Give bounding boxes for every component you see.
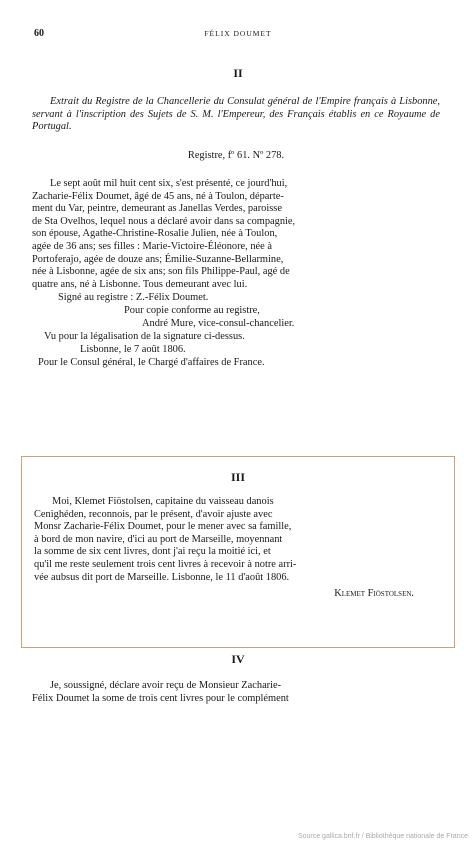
body-line: quatre ans, né à Lisbonne. Tous demeurant avec lui. bbox=[32, 278, 248, 290]
body-line: Le sept août mil huit cent six, s'est présenté, ce jourd'hui, bbox=[50, 178, 288, 189]
signe-line: Signé au registre : Z.-Félix Doumet. bbox=[58, 292, 209, 303]
registre-line: Registre, fº 61. Nº 278. bbox=[187, 150, 285, 161]
klemet-signature: Klemet Fiöstolsen. bbox=[334, 588, 414, 599]
body-line: Je, soussigné, déclare avoir reçu de Monsieur Zacharie- bbox=[50, 680, 282, 691]
section-iv-body bbox=[32, 680, 440, 705]
running-head: FÉLIX DOUMET bbox=[204, 29, 272, 38]
body-line: la somme de six cent livres, dont j'ai reçu la moitié ici, et bbox=[34, 546, 271, 558]
vu-line: Vu pour la légalisation de la signature ci-dessus. bbox=[44, 331, 245, 342]
body-line: Cenighéden, reconnois, par le présent, d'avoir ajuste avec bbox=[34, 508, 273, 520]
lisbonne-date: Lisbonne, le 7 août 1806. bbox=[80, 344, 186, 355]
section-iii-body bbox=[34, 496, 442, 584]
copie-line: Pour copie conforme au registre, bbox=[124, 305, 260, 316]
andre-line: André Mure, vice-consul-chancelier. bbox=[142, 318, 295, 329]
consul-line: Pour le Consul général, le Chargé d'affaires de France. bbox=[38, 357, 265, 368]
body-line: à bord de mon navire, d'ici au port de Marseille, moyennant bbox=[34, 533, 283, 545]
page-number: 60 bbox=[34, 28, 44, 39]
body-line: Moi, Klemet Fiöstolsen, capitaine du vaisseau danois bbox=[52, 496, 274, 507]
page-header bbox=[34, 28, 442, 42]
body-line: ment du Var, peintre, demeurant as Janellas Verdes, paroisse bbox=[32, 203, 282, 215]
body-line: qu'il me reste seulement trois cent livres à recevoir à notre arri- bbox=[34, 558, 297, 570]
body-line: Portoferajo, agée de douze ans; Émilie-Suzanne-Bellarmine, bbox=[32, 253, 284, 265]
section-ii-body bbox=[32, 178, 440, 291]
body-line: agée de 36 ans; ses filles : Marie-Victoire-Éléonore, née à bbox=[32, 240, 272, 252]
body-line: de Sta Ovelhos, lequel nous a déclaré avoir dans sa compagnie, bbox=[32, 215, 296, 227]
source-footer: Source gallica.bnf.fr / Bibliothèque nationale de France bbox=[297, 833, 468, 840]
section-iv-heading: IV bbox=[231, 652, 245, 666]
body-line: Monsr Zacharie-Félix Doumet, pour le mener avec sa famille, bbox=[34, 521, 292, 533]
body-line: Félix Doumet la some de trois cent livres pour le complément bbox=[32, 692, 289, 704]
section-ii-title: Extrait du Registre de la Chancellerie du Consulat général de l'Empire français à Lisbonne, servant à l'inscription des Sujets de S. M. l'Empereur, des Français établis en ce Royaume de Portugal. bbox=[32, 96, 440, 133]
body-line: Zacharie-Félix Doumet, âgé de 45 ans, né à Toulon, départe- bbox=[32, 190, 284, 202]
body-line: vée aubsus dit port de Marseille. Lisbonne, le 11 d'août 1806. bbox=[34, 571, 290, 583]
section-iii-heading: III bbox=[230, 470, 245, 484]
section-ii-heading: II bbox=[233, 66, 243, 80]
body-line: son épouse, Agathe-Christine-Rosalie Julien, née à Toulon, bbox=[32, 228, 278, 240]
body-line: née à Lisbonne, agée de six ans; son fils Philippe-Paul, agé de bbox=[32, 266, 290, 278]
